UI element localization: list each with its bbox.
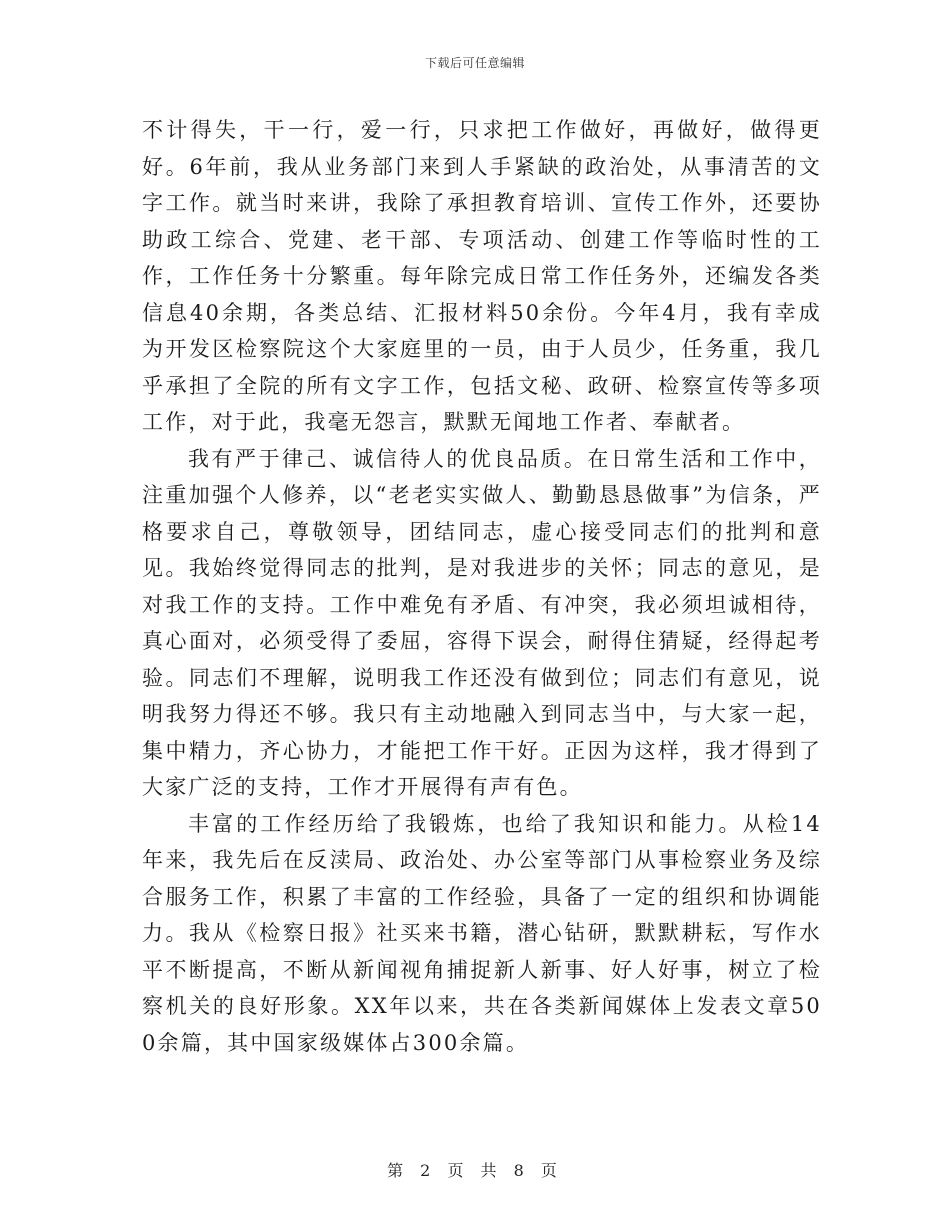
document-body (142, 112, 822, 1061)
paragraph-2: 我有严于律己、诚信待人的优良品质。在日常生活和工作中，注重加强个人修养，以“老老实实做人、勤勤恳恳做事”为信条，严格要求自己，尊敬领导，团结同志，虚心接受同志们的批判和意见。我始终觉得同志的批判，是对我进步的关怀；同志的意见，是对我工作的支持。工作中难免有矛盾、有冲突，我必须坦诚相待，真心面对，必须受得了委屈，容得下误会，耐得住猜疑，经得起考验。同志们不理解，说明我工作还没有做到位；同志们有意见，说明我努力得还不够。我只有主动地融入到同志当中，与大家一起，集中精力，齐心协力，才能把工作干好。正因为这样，我才得到了大家广泛的支持，工作才开展得有声有色。 (142, 446, 822, 799)
paragraph-1: 不计得失，干一行，爱一行，只求把工作做好，再做好，做得更好。6年前，我从业务部门来到人手紧缺的政治处，从事清苦的文字工作。就当时来讲，我除了承担教育培训、宣传工作外，还要协助政工综合、党建、老干部、专项活动、创建工作等临时性的工作，工作任务十分繁重。每年除完成日常工作任务外，还编发各类信息40余期，各类总结、汇报材料50余份。今年4月，我有幸成为开发区检察院这个大家庭里的一员，由于人员少，任务重，我几乎承担了全院的所有文字工作，包括文秘、政研、检察宣传等多项工作，对于此，我毫无怨言，默默无闻地工作者、奉献者。 (142, 118, 822, 434)
page-header: 下载后可任意编辑 (424, 56, 525, 70)
page-number-footer: 第 2 页 共 8 页 (387, 1161, 563, 1180)
paragraph-3: 丰富的工作经历给了我锻炼，也给了我知识和能力。从检14年来，我先后在反渎局、政治处、办公室等部门从事检察业务及综合服务工作，积累了丰富的工作经验，具备了一定的组织和协调能力。我从《检察日报》社买来书籍，潜心钻研，默默耕耘，写作水平不断提高，不断从新闻视角捕捉新人新事、好人好事，树立了检察机关的良好形象。XX年以来，共在各类新闻媒体上发表文章500余篇，其中国家级媒体占300余篇。 (142, 811, 822, 1055)
